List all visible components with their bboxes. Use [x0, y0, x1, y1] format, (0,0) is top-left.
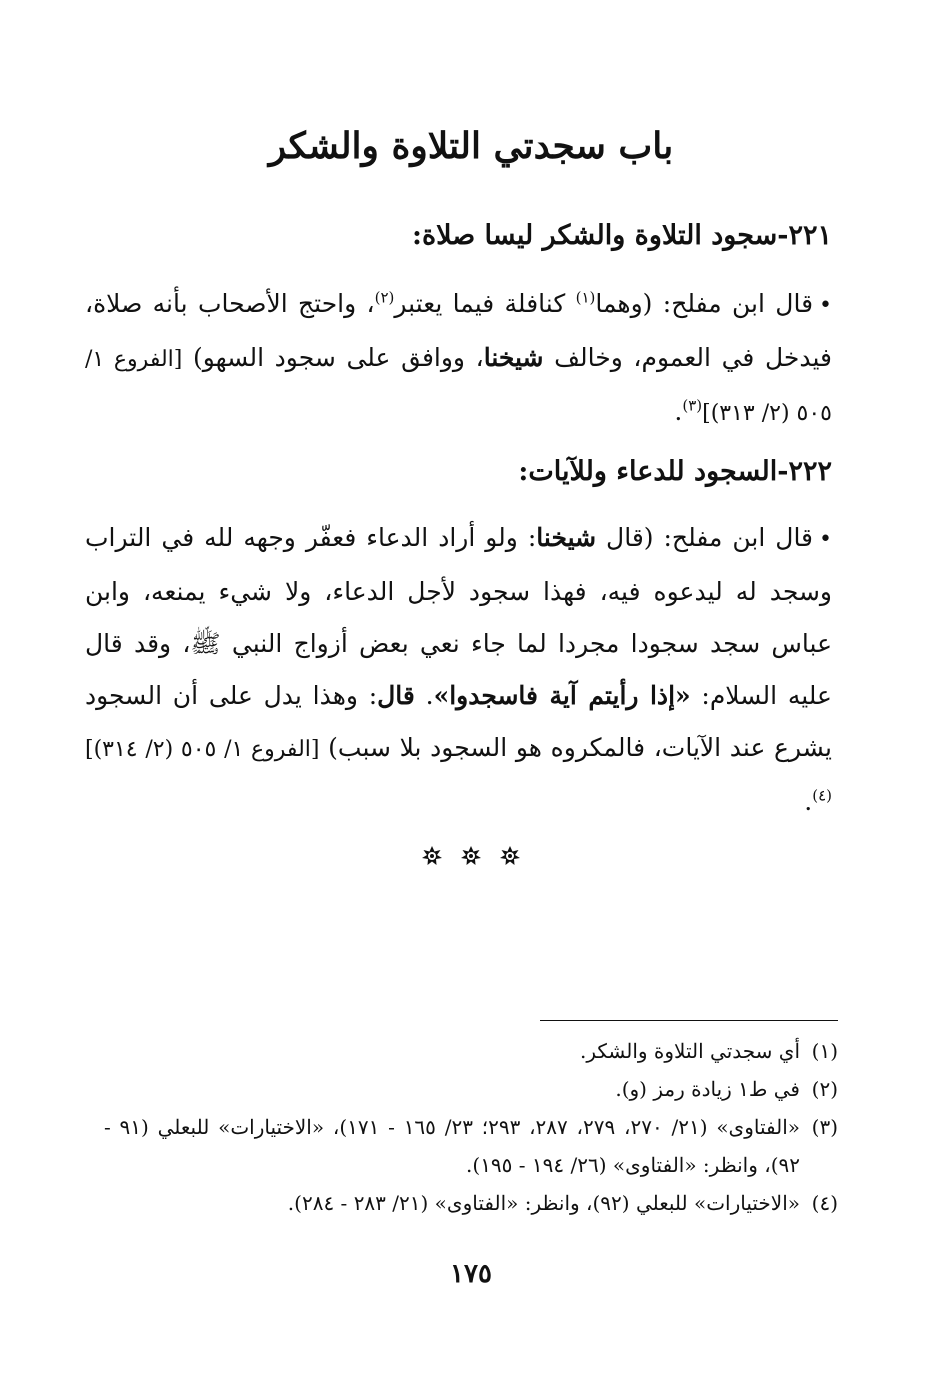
- footnote-item: [104, 1108, 838, 1184]
- section-221-heading: ٢٢١-سجود التلاوة والشكر ليسا صلاة:: [411, 220, 832, 251]
- footnote-item: [104, 1032, 838, 1070]
- hadith-quote: «إذا رأيتم آية فاسجدوا»: [433, 681, 691, 710]
- footnote-ref-4[interactable]: (٤): [812, 786, 832, 805]
- footnote-number: (١): [811, 1039, 838, 1063]
- footnote-number: (٣): [811, 1115, 838, 1139]
- source-citation: [الفروع ١/ ٥٠٥ (٢/ ٣١٤)]: [85, 737, 320, 762]
- footnote-item: [104, 1184, 838, 1222]
- text-run: .: [804, 787, 813, 816]
- chapter-title: باب سجدتي التلاوة والشكر: [268, 125, 674, 167]
- footnote-text: في ط١ زيادة رمز (و).: [615, 1077, 800, 1101]
- page-number: ١٧٥: [450, 1259, 492, 1289]
- section-222-heading: ٢٢٢-السجود للدعاء وللآيات:: [518, 456, 832, 487]
- footnote-ref-1[interactable]: (١): [575, 288, 596, 307]
- section-222-paragraph: [85, 512, 832, 828]
- text-run: : وهذا يدل على أن السجود يشرع عند الآيات، فالمكروه هو السجود بلا سبب): [85, 681, 833, 762]
- bold-term: شيخنا: [483, 343, 544, 372]
- source-citation: [الفروع ١/ ٥٠٥ (٢/ ٣١٣)]: [85, 347, 832, 426]
- footnote-separator: [540, 1020, 838, 1021]
- text-run: .: [414, 681, 434, 710]
- footnote-item: [104, 1070, 838, 1108]
- text-run: كنافلة فيما يعتبر: [394, 289, 576, 318]
- footnote-number: (٢): [811, 1077, 838, 1101]
- text-run: ، ووافق على سجود السهو): [182, 343, 484, 372]
- footnote-ref-3[interactable]: (٣): [682, 396, 703, 415]
- star-flower-icon: [460, 845, 482, 867]
- bold-term: شيخنا: [536, 523, 597, 552]
- bold-term: قال: [377, 681, 415, 710]
- bullet-icon: •: [819, 293, 833, 318]
- section-divider-ornaments: [0, 845, 942, 871]
- footnote-number: (٤): [811, 1191, 838, 1215]
- text-run: : ولو أراد الدعاء فعفّر وجهه لله في التراب وسجد له ليدعوه فيه، فهذا سجود لأجل الدعاء، ولا شيء يمنعه، وابن عباس سجد سجودا مجردا لما جاء نعي بعض أزواج النبي ﷺ، وقد قال عليه السلام:: [85, 523, 832, 710]
- text-run: .: [674, 397, 683, 426]
- footnote-text: أي سجدتي التلاوة والشكر.: [579, 1039, 800, 1063]
- section-221-paragraph: [85, 278, 832, 440]
- bullet-icon: •: [819, 527, 832, 552]
- text-run: قال ابن مفلح: (وهما: [595, 289, 814, 318]
- text-run: ، واحتج الأصحاب بأنه صلاة، فيدخل في العموم، وخالف: [85, 289, 832, 372]
- footnote-text: «الفتاوى» (٢١/ ٢٧٠، ٢٧٩، ٢٨٧، ٢٩٣؛ ٢٣/ ١٦٥ - ١٧١)، «الاختيارات» للبعلي (٩١ - ٩٢)، وانظر: «الفتاوى» (٢٦/ ١٩٤ - ١٩٥).: [104, 1115, 800, 1177]
- star-flower-icon: [499, 845, 521, 867]
- footnote-ref-2[interactable]: (٢): [374, 288, 395, 307]
- star-flower-icon: [421, 845, 443, 867]
- footnote-text: «الاختيارات» للبعلي (٩٢)، وانظر: «الفتاوى» (٢١/ ٢٨٣ - ٢٨٤).: [287, 1191, 800, 1215]
- text-run: قال ابن مفلح: (قال: [596, 523, 814, 552]
- footnotes: [104, 1032, 838, 1222]
